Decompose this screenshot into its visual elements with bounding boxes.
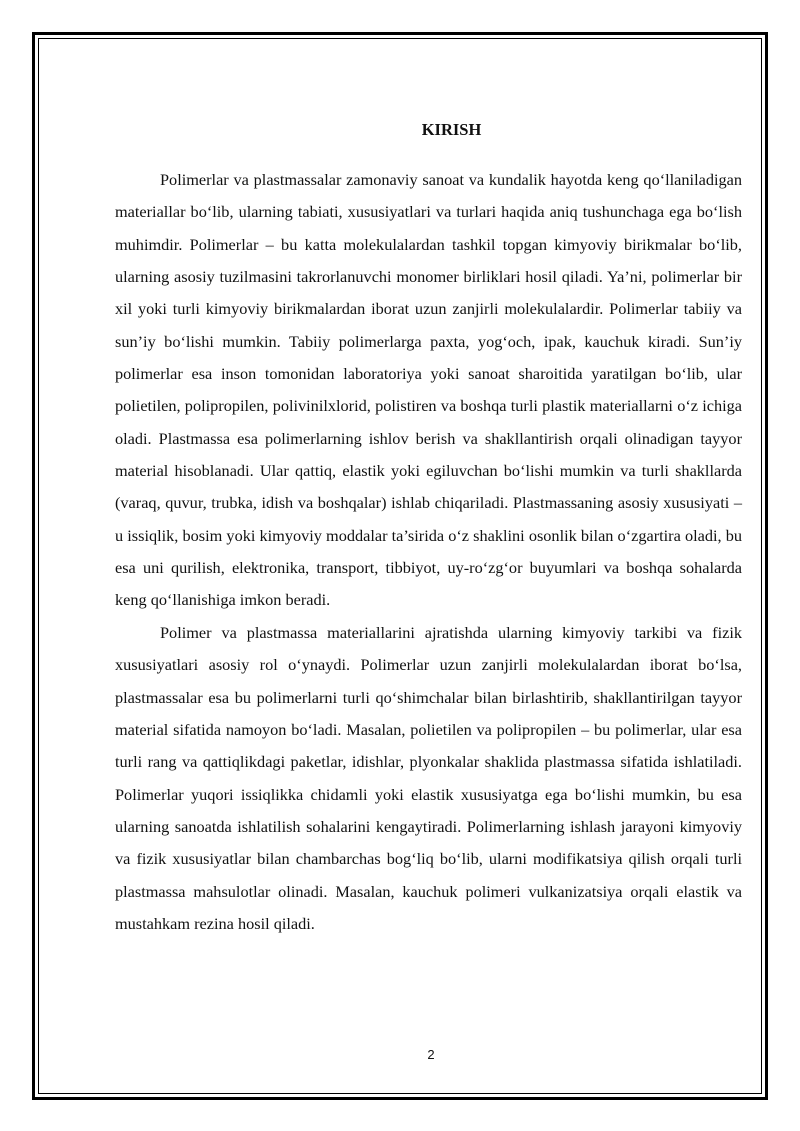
document-title: KIRISH: [421, 120, 482, 139]
paragraph-2: Polimer va plastmassa materiallarini ajratishda ularning kimyoviy tarkibi va fizik xususiyatlari asosiy rol o‘ynaydi. Polimerlar uzun zanjirli molekulalardan iborat bo‘lsa, plastmassalar esa bu polimerlarni turli qo‘shimchalar bilan birlashtirib, shakllantirilgan tayyor material sifatida namoyon bo‘ladi. Masalan, polietilen va polipropilen – bu polimerlar, ular esa turli rang va qattiqlikdagi paketlar, idishlar, plyonkalar shaklida plastmassa sifatida ishlatiladi. Polimerlar yuqori issiqlikka chidamli yoki elastik xususiyatga ega bo‘lishi mumkin, bu esa ularning sanoatda ishlatilish sohalarini kengaytiradi. Polimerlarning ishlash jarayoni kimyoviy va fizik xususiyatlar bilan chambarchas bog‘liq bo‘lib, ularni modifikatsiya qilish orqali turli plastmassa mahsulotlar olinadi. Masalan, kauchuk polimeri vulkanizatsiya orqali elastik va mustahkam rezina hosil qiladi.: [115, 622, 742, 933]
document-body: [115, 118, 742, 940]
paragraph-1: Polimerlar va plastmassalar zamonaviy sanoat va kundalik hayotda keng qo‘llaniladigan materiallar bo‘lib, ularning tabiati, xususiyatlari va turlari haqida aniq tushunchaga ega bo‘lish muhimdir. Polimerlar – bu katta molekulalardan tashkil topgan kimyoviy birikmalar bo‘lib, ularning asosiy tuzilmasini takrorlanuvchi monomer birliklari hosil qiladi. Ya’ni, polimerlar bir xil yoki turli kimyoviy birikmalardan iborat uzun zanjirli molekulalardir. Polimerlar tabiiy va sun’iy bo‘lishi mumkin. Tabiiy polimerlarga paxta, yog‘och, ipak, kauchuk kiradi. Sun’iy polimerlar esa inson tomonidan laboratoriya yoki sanoat sharoitida yaratilgan bo‘lib, ular polietilen, polipropilen, polivinilxlorid, polistiren va boshqa turli plastik materiallarni o‘z ichiga oladi. Plastmassa esa polimerlarning ishlov berish va shakllantirish orqali olinadigan tayyor material hisoblanadi. Ular qattiq, elastik yoki egiluvchan bo‘lishi mumkin va turli shakllarda (varaq, quvur, trubka, idish va boshqalar) ishlab chiqariladi. Plastmassaning asosiy xususiyati – u issiqlik, bosim yoki kimyoviy moddalar ta’sirida o‘z shaklini osonlik bilan o‘zgartira oladi, bu esa uni qurilish, elektronika, transport, tibbiyot, uy-ro‘zg‘or buyumlari va boshqa sohalarda keng qo‘llanishiga imkon beradi.: [115, 170, 742, 610]
page-number: 2: [427, 1047, 435, 1062]
